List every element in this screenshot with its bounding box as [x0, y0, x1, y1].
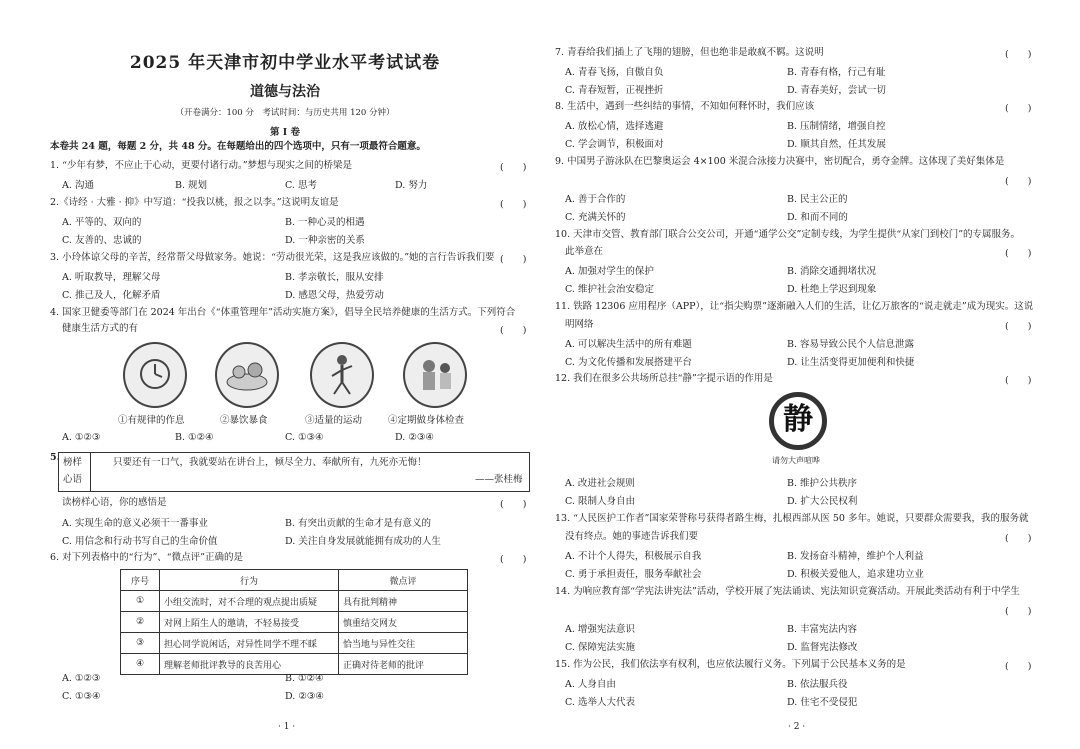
answer-paren: ( ): [1005, 49, 1032, 60]
label-line: 心语: [63, 474, 83, 485]
option-b: B. 丰富宪法内容: [787, 624, 858, 635]
option-b: B. 维护公共秩序: [787, 478, 858, 489]
quote-text: 只要还有一口气，我就要站在讲台上，倾尽全力、奉献所有，九死亦无悔！: [113, 457, 427, 468]
exam-title: 2025 年天津市初中学业水平考试试卷: [129, 53, 441, 73]
answer-paren: ( ): [500, 499, 527, 510]
answer-paren: ( ): [1005, 176, 1032, 187]
option-b: B. 依法服兵役: [787, 679, 848, 690]
option-c: C. 用信念和行动书写自己的生命价值: [62, 536, 218, 547]
option-a: A. ①②③: [62, 673, 101, 684]
question-stem: 11. 铁路 12306 应用程序（APP），让“指尖购票”逐渐融入人们的生活，让亿万旅客的“说走就走”成为现实。这说: [555, 301, 1034, 312]
option-b: B. 消除交通拥堵状况: [787, 266, 877, 277]
option-b: B. 一种心灵的相遇: [285, 217, 365, 228]
option-d: D. 让生活变得更加便利和快捷: [787, 357, 915, 368]
option-c: C. 勇于承担责任，服务奉献社会: [565, 569, 702, 580]
table-header-row: [121, 570, 468, 591]
option-b: B. 规划: [175, 180, 208, 191]
question-stem-cont: 健康生活方式的有: [62, 323, 139, 334]
option-c: C. 青春短暂，正视挫折: [565, 85, 664, 96]
answer-paren: ( ): [1005, 375, 1032, 386]
option-d: D. 一种亲密的关系: [285, 235, 365, 246]
exam-note: （开卷满分：100 分 考试时间：与历史共用 120 分钟）: [175, 108, 395, 118]
option-b: B. 容易导致公民个人信息泄露: [787, 339, 915, 350]
behavior-cell: 对网上陌生人的邀请，不轻易接受: [160, 612, 339, 633]
option-a: A. 放松心情，选择逃避: [565, 121, 664, 132]
option-a: A. 听取教导，理解父母: [62, 272, 161, 283]
option-c: C. 限制人身自由: [565, 496, 635, 507]
overeating-illustration: [215, 342, 279, 408]
answer-paren: ( ): [500, 162, 527, 173]
behavior-cell: 小组交流时，对不合理的观点提出质疑: [160, 591, 339, 612]
page-number: · 2 ·: [788, 722, 806, 732]
option-c: C. 充满关怀的: [565, 212, 626, 223]
option-d: D. 努力: [395, 180, 428, 191]
option-a: A. 可以解决生活中的所有难题: [565, 339, 692, 350]
comment-cell: 恰当地与异性交往: [339, 633, 468, 654]
option-d: D. 监督宪法修改: [787, 642, 858, 653]
question-stem: 3. 小玲体谅父母的辛苦，经常帮父母做家务。她说：“劳动很光荣，这是我应该做的。”她的言行告诉我们要: [50, 252, 495, 263]
comment-cell: 正确对待老师的批评: [339, 654, 468, 675]
volume-label: 第 Ⅰ 卷: [269, 127, 301, 138]
option-c: C. 保障宪法实施: [565, 642, 635, 653]
option-d: D. 杜绝上学迟到现象: [787, 284, 877, 295]
answer-paren: ( ): [1005, 248, 1032, 259]
behavior-table: [120, 569, 468, 675]
row-number: ①: [121, 591, 160, 612]
question-stem: 12. 我们在很多公共场所总挂“静”字提示语的作用是: [555, 373, 773, 384]
option-d: D. 积极关爱他人，追求建功立业: [787, 569, 924, 580]
answer-paren: ( ): [1005, 661, 1032, 672]
option-a: A. 实现生命的意义必须干一番事业: [62, 518, 208, 529]
option-a: A. 不计个人得失，积极展示自我: [565, 551, 702, 562]
image-caption: ②暴饮暴食: [220, 415, 268, 426]
question-stem: 6. 对下列表格中的“行为”、“微点评”正确的是: [50, 552, 244, 563]
option-b: B. 有突出贡献的生命才是有意义的: [285, 518, 432, 529]
option-b: B. ①②④: [285, 673, 324, 684]
option-a: A. 人身自由: [565, 679, 616, 690]
behavior-cell: 理解老师批评教导的良苦用心: [160, 654, 339, 675]
option-c: C. 维护社会治安稳定: [565, 284, 654, 295]
question-stem: 13. “人民医护工作者”国家荣誉称号获得者路生梅，扎根西部从医 50 多年。她说，只要群众需要我，我的服务就: [555, 513, 1029, 524]
option-c: C. ①③④: [285, 432, 324, 443]
option-d: D. 顺其自然，任其发展: [787, 139, 886, 150]
option-c: C. 友善的、忠诚的: [62, 235, 142, 246]
option-a: A. 青春飞扬，自傲自负: [565, 67, 664, 78]
question-stem: 15. 作为公民，我们依法享有权利，也应依法履行义务。下列属于公民基本义务的是: [555, 659, 906, 670]
question-stem-cont: 明网络: [565, 319, 594, 330]
option-b: B. ①②④: [175, 432, 214, 443]
option-b: B. 发扬奋斗精神，维护个人利益: [787, 551, 924, 562]
question-stem: 8. 生活中，遇到一些纠结的事情，不知如何释怀时，我们应该: [555, 101, 815, 112]
option-d: D. 扩大公民权利: [787, 496, 858, 507]
option-b: B. 民主公正的: [787, 194, 848, 205]
option-d: D. 和而不同的: [787, 212, 848, 223]
answer-paren: ( ): [1005, 321, 1032, 332]
option-c: C. 选举人大代表: [565, 697, 635, 708]
option-d: D. 关注自身发展就能拥有成功的人生: [285, 536, 441, 547]
option-c: C. ①③④: [62, 691, 101, 702]
header-cell: 微点评: [339, 570, 468, 591]
option-d: D. ②③④: [395, 432, 434, 443]
health-check-illustration: [403, 342, 467, 408]
answer-paren: ( ): [500, 199, 527, 210]
image-caption: ③适量的运动: [305, 415, 363, 426]
header-cell: 行为: [160, 570, 339, 591]
question-stem: 14. 为响应教育部“学宪法讲宪法”活动，学校开展了宪法诵读、宪法知识竞赛活动。开展此类活动有利于中学生: [555, 586, 1020, 597]
row-number: ④: [121, 654, 160, 675]
option-b: B. 压制情绪，增强自控: [787, 121, 886, 132]
option-a: A. 善于合作的: [565, 194, 626, 205]
option-c: C. 学会调节，积极面对: [565, 139, 664, 150]
option-b: B. 青春有格，行己有耻: [787, 67, 886, 78]
exam-page-2: [540, 0, 1080, 749]
option-a: A. 沟通: [62, 180, 94, 191]
option-a: A. 加强对学生的保护: [565, 266, 654, 277]
header-cell: 序号: [121, 570, 160, 591]
option-b: B. 孝亲敬长，服从安排: [285, 272, 384, 283]
option-a: A. ①②③: [62, 432, 101, 443]
option-d: D. 感恩父母，热爱劳动: [285, 290, 384, 301]
page-number: · 1 ·: [278, 722, 296, 732]
question-stem: 2.《诗经 · 大雅 · 抑》中写道：“投我以桃，报之以李。”这说明友谊是: [50, 197, 339, 208]
row-number: ③: [121, 633, 160, 654]
question-number: 5.: [50, 452, 60, 463]
comment-cell: 具有批判精神: [339, 591, 468, 612]
option-a: A. 平等的、双向的: [62, 217, 142, 228]
quiet-sign-icon: 静: [769, 392, 827, 450]
instruction: 本卷共 24 题，每题 2 分，共 48 分。在每题给出的四个选项中，只有一项最符合题意。: [50, 141, 426, 152]
answer-paren: ( ): [1005, 103, 1032, 114]
sleep-schedule-illustration: [123, 342, 187, 408]
option-a: A. 改进社会规则: [565, 478, 635, 489]
option-c: C. 思考: [285, 180, 317, 191]
question-stem-cont: 没有终点。她的事迹告诉我们要: [565, 531, 699, 542]
answer-paren: ( ): [500, 325, 527, 336]
option-c: C. 推己及人，化解矛盾: [62, 290, 161, 301]
image-caption: ①有规律的作息: [118, 415, 185, 426]
table-row: [121, 633, 468, 654]
comment-cell: 慎重结交网友: [339, 612, 468, 633]
row-number: ②: [121, 612, 160, 633]
option-a: A. 增强宪法意识: [565, 624, 635, 635]
table-row: [121, 612, 468, 633]
label-line: 榜样: [63, 457, 83, 468]
option-d: D. 青春美好，尝试一切: [787, 85, 886, 96]
answer-paren: ( ): [1005, 606, 1032, 617]
answer-paren: ( ): [500, 554, 527, 565]
question-stem: 10. 天津市交管、教育部门联合公交公司，开通“通学公交”定制专线，为学生提供“从家门到校门”的专属服务。: [555, 229, 1021, 240]
exercise-illustration: [310, 342, 374, 408]
answer-paren: ( ): [500, 254, 527, 265]
sign-caption: 请勿大声喧哗: [772, 456, 820, 465]
question-stem: 4. 国家卫健委等部门在 2024 年出台《“体重管理年”活动实施方案》，倡导全民培养健康的生活方式。下列符合: [50, 307, 516, 318]
image-caption: ④定期做身体检查: [388, 415, 465, 426]
question-stem: 7. 青春给我们插上了飞翔的翅膀，但也绝非是敢疯不羁。这说明: [555, 47, 824, 58]
behavior-cell: 担心同学说闲话，对异性同学不理不睬: [160, 633, 339, 654]
question-stem: 读榜样心语，你的感悟是: [62, 497, 167, 508]
quote-author: ——张桂梅: [475, 474, 523, 485]
exam-subject: 道德与法治: [250, 84, 320, 100]
table-row: [121, 591, 468, 612]
question-stem: 9. 中国男子游泳队在巴黎奥运会 4×100 米混合泳接力决赛中，密切配合，勇夺金牌。这体现了美好集体是: [555, 156, 1005, 167]
question-stem: 1. “少年有梦，不应止于心动，更要付诸行动。”梦想与现实之间的桥梁是: [50, 160, 353, 171]
option-d: D. 住宅不受侵犯: [787, 697, 858, 708]
question-stem-cont: 此举意在: [565, 246, 604, 257]
option-d: D. ②③④: [285, 691, 324, 702]
option-c: C. 为文化传播和发展搭建平台: [565, 357, 692, 368]
table-row: [121, 654, 468, 675]
answer-paren: ( ): [1005, 533, 1032, 544]
